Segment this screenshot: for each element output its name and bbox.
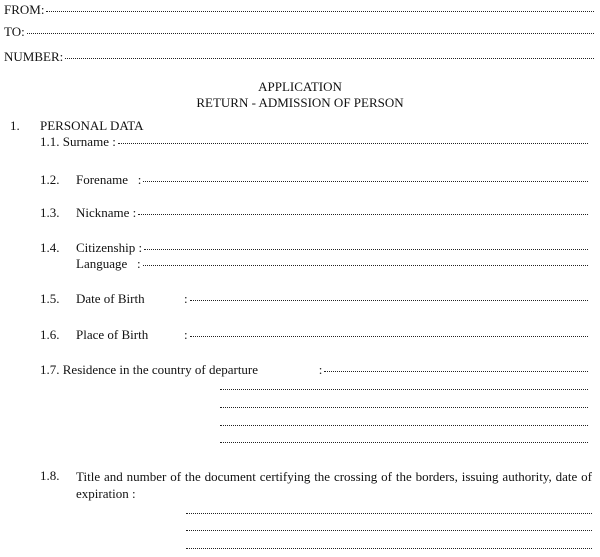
citizenship-row: [40, 240, 588, 256]
pob-label: Place of Birth: [76, 327, 149, 342]
document-field-line-2[interactable]: [186, 530, 592, 531]
forename-field[interactable]: [143, 181, 588, 182]
nickname-field[interactable]: [138, 214, 588, 215]
residence-colon: :: [318, 362, 323, 377]
nickname-label: Nickname :: [76, 205, 137, 220]
residence-field-line-3[interactable]: [220, 407, 588, 408]
pob-colon: :: [184, 327, 188, 342]
document-field-line-1[interactable]: [186, 513, 592, 514]
dob-row: [40, 291, 588, 307]
number-row: [4, 49, 594, 65]
surname-row: [40, 134, 588, 150]
language-row: [76, 256, 588, 272]
surname-number: 1.1.: [40, 134, 60, 149]
number-label: NUMBER:: [4, 49, 64, 64]
citizenship-label: Citizenship :: [76, 240, 143, 255]
forename-row: [40, 172, 588, 188]
forename-number: 1.2.: [40, 172, 60, 187]
from-label: FROM:: [4, 2, 45, 17]
forename-label: Forename :: [76, 172, 142, 187]
to-label: TO:: [4, 24, 25, 39]
section-title: PERSONAL DATA: [40, 118, 144, 133]
surname-field[interactable]: [118, 143, 588, 144]
pob-row: [40, 327, 588, 343]
document-label: Title and number of the document certifying the crossing of the borders, issuing authority, date of expiration :: [76, 469, 592, 501]
language-field[interactable]: [143, 265, 588, 266]
dob-number: 1.5.: [40, 291, 60, 306]
citizenship-number: 1.4.: [40, 240, 60, 255]
dob-label: Date of Birth: [76, 291, 145, 306]
section-number: 1.: [10, 118, 20, 133]
from-field[interactable]: [46, 11, 594, 12]
document-field-line-3[interactable]: [186, 548, 592, 549]
pob-field[interactable]: [190, 336, 588, 337]
residence-number: 1.7.: [40, 362, 60, 377]
title-return-admission: RETURN - ADMISSION OF PERSON: [196, 95, 404, 110]
nickname-number: 1.3.: [40, 205, 60, 220]
residence-field-line-5[interactable]: [220, 442, 588, 443]
title-application: APPLICATION: [258, 79, 342, 94]
citizenship-field[interactable]: [144, 249, 588, 250]
residence-field-line-4[interactable]: [220, 425, 588, 426]
to-field[interactable]: [27, 33, 594, 34]
dob-colon: :: [184, 291, 188, 306]
residence-field[interactable]: [324, 371, 588, 372]
from-row: [4, 2, 594, 18]
to-row: [4, 24, 594, 40]
dob-field[interactable]: [190, 300, 588, 301]
residence-label: Residence in the country of departure: [62, 362, 259, 377]
residence-field-line-2[interactable]: [220, 389, 588, 390]
number-field[interactable]: [65, 58, 594, 59]
residence-row: [40, 362, 588, 378]
document-number: 1.8.: [40, 468, 60, 483]
language-label: Language :: [76, 256, 141, 271]
nickname-row: [40, 205, 588, 221]
surname-label: Surname :: [62, 134, 116, 149]
pob-number: 1.6.: [40, 327, 60, 342]
